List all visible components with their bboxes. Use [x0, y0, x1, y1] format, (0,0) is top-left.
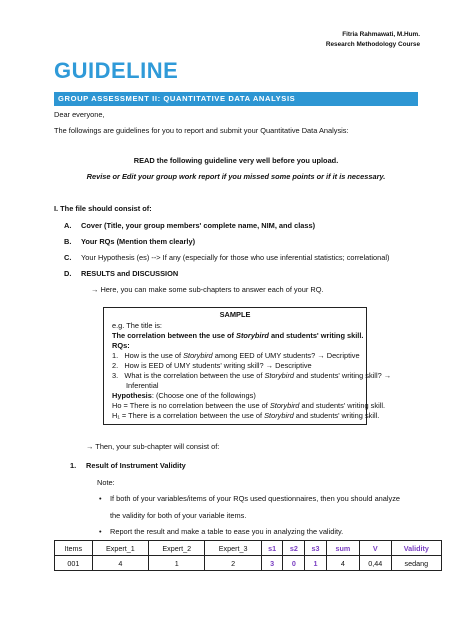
table-cell: 4	[92, 556, 148, 571]
table-cell: 2	[205, 556, 261, 571]
header-cell: s3	[305, 541, 327, 556]
subchapter-intro: → Then, your sub-chapter will consist of:	[86, 442, 220, 451]
document-header	[326, 30, 420, 50]
intro-line: The followings are guidelines for you to report and submit your Quantitative Data Analysis:	[54, 126, 349, 135]
header-cell: Expert_2	[149, 541, 205, 556]
section-banner: GROUP ASSESSMENT II: QUANTITATIVE DATA ANALYSIS	[54, 92, 418, 106]
greeting: Dear everyone,	[54, 110, 105, 119]
rq3-continuation: Inferential	[126, 381, 159, 390]
rq-item: 2. How is EED of UMY students' writing skill? → Descriptive	[112, 361, 312, 370]
sample-box	[103, 307, 392, 425]
subchapter-hint: → Here, you can make some sub-chapters to answer each of your RQ.	[91, 285, 324, 294]
author-name: Fitria Rahmawati, M.Hum.	[342, 31, 420, 38]
list-marker: 1.	[70, 461, 77, 470]
table-header-row	[55, 541, 442, 556]
rqs-label: RQs:	[112, 341, 130, 350]
header-cell: s2	[283, 541, 305, 556]
null-hypothesis: Ho = There is no correlation between the use of Storybird and students' writing skill.	[112, 401, 386, 410]
header-cell: Expert_1	[92, 541, 148, 556]
section-heading: I. The file should consist of:	[54, 204, 152, 213]
validity-table	[54, 540, 442, 571]
table-cell: 001	[55, 556, 93, 571]
header-cell: Expert_3	[205, 541, 261, 556]
subchapter-item: Result of Instrument Validity	[86, 461, 186, 470]
revise-notice: Revise or Edit your group work report if you missed some points or if it is necessary.	[86, 172, 386, 181]
list-marker: B.	[64, 237, 72, 246]
bullet-text: Report the result and make a table to ease you in analyzing the validity.	[110, 527, 344, 536]
note-label: Note:	[97, 478, 115, 487]
bullet-text: If both of your variables/items of your RQs used questionnaires, then you should analyze	[110, 494, 401, 503]
alt-hypothesis: H₁ = There is a correlation between the use of Storybird and students' writing skill.	[112, 411, 380, 420]
header-cell: Items	[55, 541, 93, 556]
list-item-results: RESULTS and DISCUSSION	[81, 269, 179, 278]
table-cell: 1	[305, 556, 327, 571]
bullet-icon: •	[99, 527, 102, 536]
table-cell: 4	[326, 556, 359, 571]
table-row	[55, 556, 442, 571]
header-cell: V	[359, 541, 391, 556]
list-marker: A.	[64, 221, 72, 230]
header-cell: s1	[261, 541, 283, 556]
table-cell: 0	[283, 556, 305, 571]
sample-title: SAMPLE	[219, 310, 251, 319]
sample-eg: e.g. The title is:	[112, 321, 162, 330]
list-item-cover: Cover (Title, your group members' complete name, NIM, and class)	[81, 221, 316, 230]
rq-item: 1. How is the use of Storybird among EED of UMY students? → Decriptive	[112, 351, 360, 360]
bullet-text: the validity for both of your variable items.	[110, 511, 247, 520]
table-cell: 0,44	[359, 556, 391, 571]
table-cell: 3	[261, 556, 283, 571]
sample-title-example: The correlation between the use of Storybird and students' writing skill.	[112, 331, 364, 340]
table-cell: 1	[149, 556, 205, 571]
list-item-rqs: Your RQs (Mention them clearly)	[81, 237, 196, 246]
read-notice: READ the following guideline very well before you upload.	[133, 156, 339, 165]
rq-item: 3. What is the correlation between the use of Storybird and students' writing skill? →	[112, 371, 392, 380]
list-item-hypothesis: Your Hypothesis (es) --> If any (especially for those who use inferential statistics; correlational)	[81, 253, 390, 262]
page-title: GUIDELINE	[54, 58, 179, 83]
table-cell: sedang	[391, 556, 441, 571]
header-cell: sum	[326, 541, 359, 556]
list-marker: C.	[64, 253, 72, 262]
course-name: Research Methodology Course	[325, 41, 420, 48]
header-cell: Validity	[391, 541, 441, 556]
list-marker: D.	[64, 269, 72, 278]
bullet-icon: •	[99, 494, 102, 503]
hypothesis-label: Hypothesis: (Choose one of the followings)	[112, 391, 256, 400]
